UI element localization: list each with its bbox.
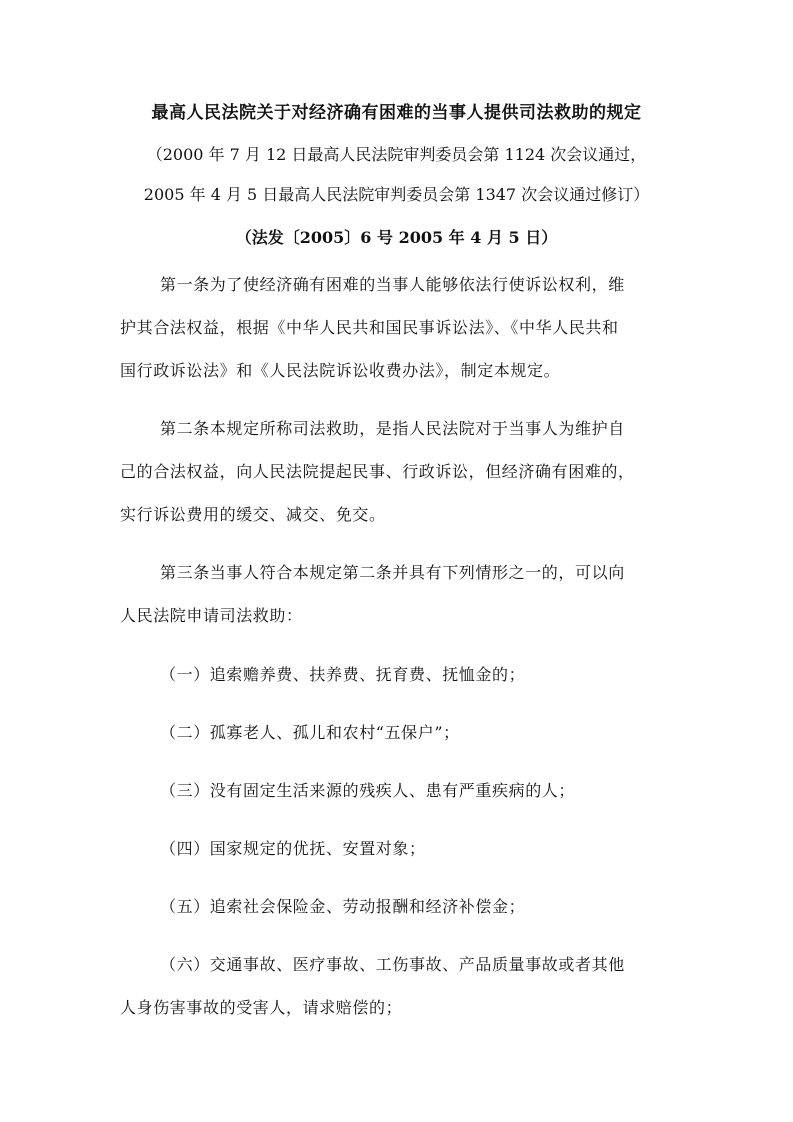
article-1-line-2: 护其合法权益，根据《中华人民共和国民事诉讼法》、《中华人民共和 xyxy=(120,318,619,337)
list-item-1: （一）追索赡养费、扶养费、抚育费、抚恤金的； xyxy=(160,665,526,684)
adoption-note-line-2: 2005 年 4 月 5 日最高人民法院审判委员会第 1347 次会议通过修订） xyxy=(143,185,650,204)
article-3-line-1: 第三条当事人符合本规定第二条并具有下列情形之一的，可以向 xyxy=(160,563,625,582)
article-2-line-3: 实行诉讼费用的缓交、减交、免交。 xyxy=(120,505,386,524)
list-item-5: （五）追索社会保险金、劳动报酬和经济补偿金； xyxy=(160,897,526,916)
article-2-line-2: 己的合法权益，向人民法院提起民事、行政诉讼，但经济确有困难的， xyxy=(120,462,635,481)
list-item-3: （三）没有固定生活来源的残疾人、患有严重疾病的人； xyxy=(160,781,576,800)
list-item-6-line-1: （六）交通事故、医疗事故、工伤事故、产品质量事故或者其他 xyxy=(160,955,625,974)
list-item-6-line-2: 人身伤害事故的受害人，请求赔偿的； xyxy=(120,998,403,1017)
list-item-4: （四）国家规定的优抚、安置对象； xyxy=(160,839,426,858)
document-title: 最高人民法院关于对经济确有困难的当事人提供司法救助的规定 xyxy=(151,103,642,123)
adoption-note-line-1: （2000 年 7 月 12 日最高人民法院审判委员会第 1124 次会议通过， xyxy=(146,145,647,164)
list-item-2: （二）孤寡老人、孤儿和农村“五保户”； xyxy=(160,723,460,742)
article-1-line-1: 第一条为了使经济确有困难的当事人能够依法行使诉讼权利，维 xyxy=(160,275,625,294)
article-2-line-1: 第二条本规定所称司法救助，是指人民法院对于当事人为维护自 xyxy=(160,419,625,438)
document-number: （法发〔2005〕6 号 2005 年 4 月 5 日） xyxy=(235,228,558,247)
article-1-line-3: 国行政诉讼法》和《人民法院诉讼收费办法》，制定本规定。 xyxy=(120,361,561,380)
article-3-line-2: 人民法院申请司法救助： xyxy=(120,606,303,625)
